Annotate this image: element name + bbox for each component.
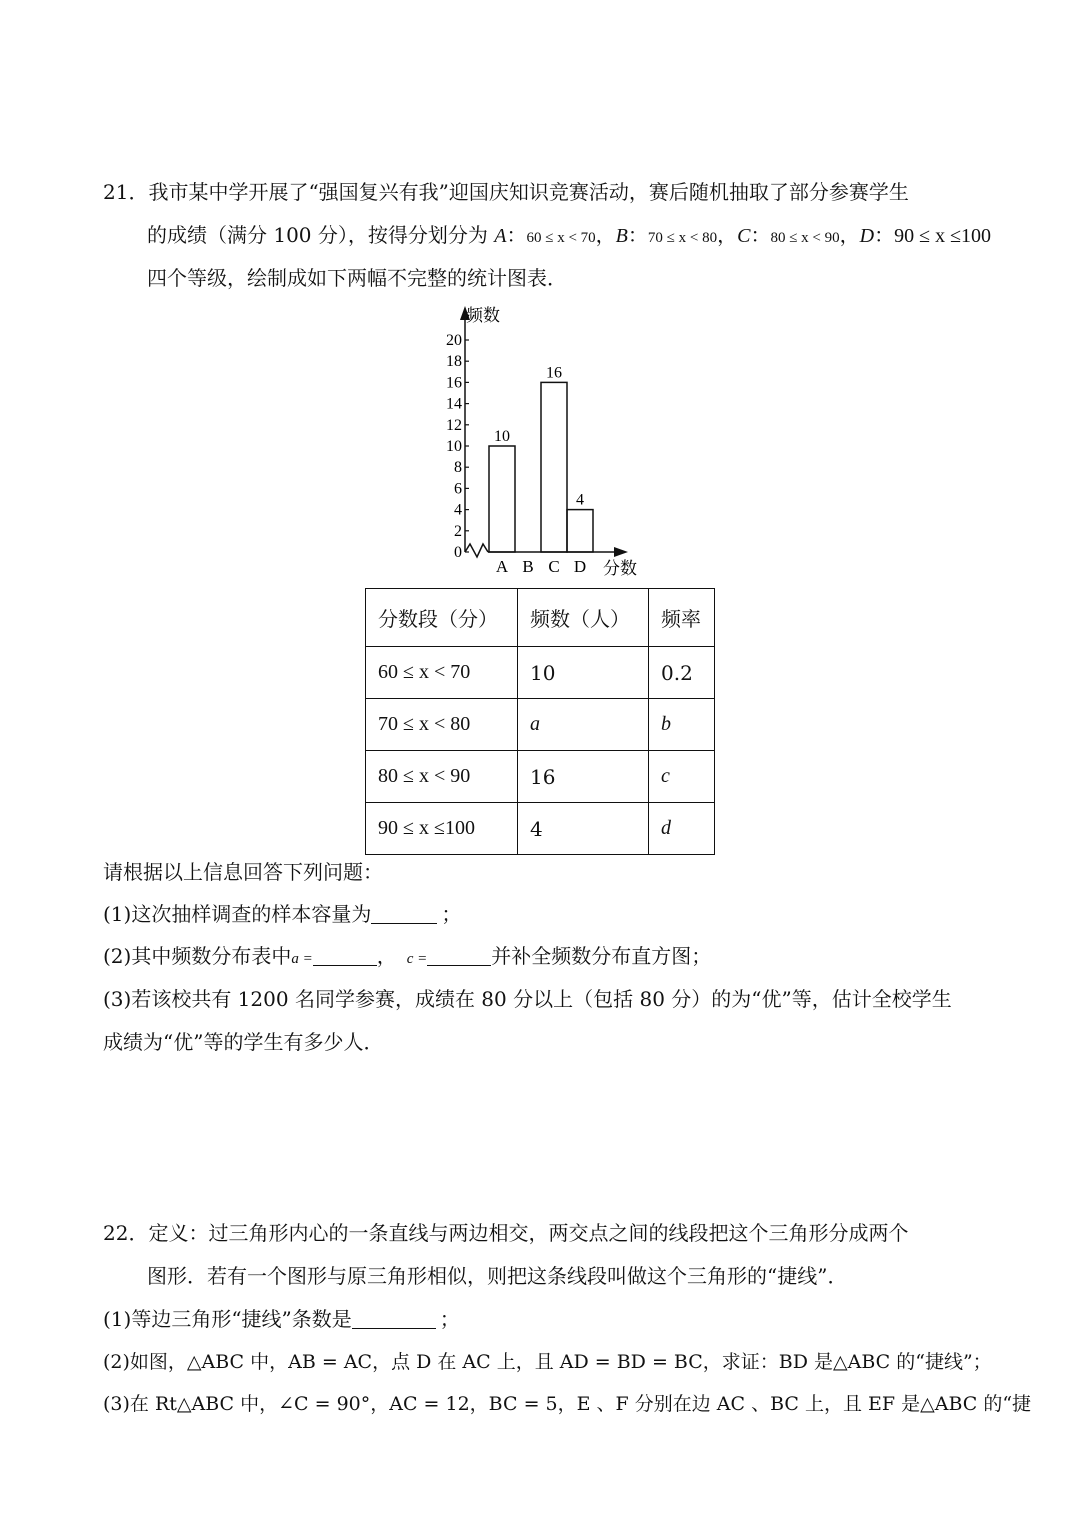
y-axis-label: 频数 — [466, 306, 500, 325]
x-category-label: B — [522, 557, 534, 576]
q21-part1 — [103, 900, 461, 928]
cell-rate: b — [649, 699, 715, 751]
y-tick-label: 16 — [446, 374, 462, 392]
cell-range: 60 ≤ x < 70 — [366, 647, 518, 699]
var-c: c = — [406, 951, 428, 967]
q21-part2-sep: ， — [376, 944, 397, 968]
q21-line3: 四个等级，绘制成如下两幅不完整的统计图表． — [147, 266, 567, 290]
header-score-range: 分数段（分） — [366, 589, 518, 647]
answer-blank[interactable] — [371, 903, 437, 924]
grade-a-label: A — [494, 225, 507, 247]
header-frequency-rate: 频率 — [649, 589, 715, 647]
x-axis-break — [465, 544, 488, 557]
bar-d — [567, 510, 593, 552]
bar-c — [541, 382, 567, 552]
y-tick-label: 2 — [454, 522, 462, 540]
var-a: a = — [291, 951, 313, 967]
q22-part2: (2)如图，△ABC 中，AB = AC，点 D 在 AC 上，且 AD = BD = BC，求证：BD 是△ABC 的“捷线”； — [103, 1351, 992, 1373]
grade-a-range: 60 ≤ x < 70 — [526, 230, 596, 246]
bar-value-label: 10 — [494, 428, 510, 445]
cell-count: 16 — [518, 751, 649, 803]
answer-blank-a[interactable] — [313, 945, 377, 966]
table-header-row — [366, 589, 715, 647]
q21-prompt: 请根据以上信息回答下列问题： — [103, 860, 383, 884]
q21-line2-pre: 的成绩（满分 100 分），按得分划分为 — [147, 223, 495, 247]
q21-part2-text: (2)其中频数分布表中 — [103, 944, 292, 968]
answer-blank[interactable] — [352, 1308, 436, 1329]
cell-count: a — [518, 699, 649, 751]
grade-c-label: C — [737, 225, 751, 247]
header-frequency-count: 频数（人） — [518, 589, 649, 647]
q21-part3-line2: 成绩为“优”等的学生有多少人． — [103, 1030, 384, 1054]
q22-line1: 22．定义：过三角形内心的一条直线与两边相交，两交点之间的线段把这个三角形分成两个 — [103, 1221, 909, 1245]
q22-line2: 图形．若有一个图形与原三角形相似，则把这条线段叫做这个三角形的“捷线”． — [147, 1264, 848, 1288]
q21-line1: 21．我市某中学开展了“强国复兴有我”迎国庆知识竞赛活动，赛后随机抽取了部分参赛学生 — [103, 180, 909, 204]
y-tick-label: 8 — [454, 459, 462, 477]
y-tick-label: 14 — [446, 395, 462, 413]
bar-value-label: 16 — [546, 364, 562, 382]
cell-rate: c — [649, 751, 715, 803]
y-tick-label: 4 — [454, 501, 462, 519]
x-axis-arrow — [614, 547, 628, 557]
y-tick-label: 20 — [446, 332, 462, 349]
y-tick-label: 6 — [454, 480, 462, 498]
q21-line2: 的成绩（满分 100 分），按得分划分为 A：60 ≤ x < 70，B：70 ≤ x < 80，C：80 ≤ x < 90，D：90 ≤ x ≤100 — [147, 223, 992, 247]
q22-part3: (3)在 Rt△ABC 中，∠C = 90°，AC = 12，BC = 5，E 、F 分别在边 AC 、BC 上，且 EF 是△ABC 的“捷 — [103, 1393, 1032, 1415]
answer-blank-c[interactable] — [427, 945, 491, 966]
x-axis-label: 分数 — [603, 559, 637, 578]
cell-count: 4 — [518, 803, 649, 855]
grade-d-label: D — [859, 225, 875, 247]
y-tick-label: 10 — [446, 438, 462, 455]
frequency-table — [365, 588, 715, 855]
q21-part2 — [103, 942, 711, 973]
x-category-label: D — [573, 557, 587, 576]
grade-b-label: B — [615, 225, 628, 247]
q21-part3-line1: (3)若该校共有 1200 名同学参赛，成绩在 80 分以上（包括 80 分）的为“优”等，估计全校学生 — [103, 987, 952, 1011]
table-row — [366, 751, 715, 803]
y-tick-label: 0 — [454, 544, 462, 561]
y-tick-label: 18 — [446, 353, 462, 371]
cell-range: 80 ≤ x < 90 — [366, 751, 518, 803]
table-row — [366, 699, 715, 751]
y-tick-label: 12 — [446, 416, 462, 434]
cell-rate: 0.2 — [649, 647, 715, 699]
q21-part1-text: (1)这次抽样调查的样本容量为 — [103, 902, 372, 926]
q21-part2-end: 并补全频数分布直方图； — [491, 944, 712, 968]
grade-b-range: 70 ≤ x < 80 — [647, 230, 718, 246]
x-category-label: C — [548, 557, 560, 576]
frequency-histogram — [430, 300, 660, 585]
table-row — [366, 647, 715, 699]
grade-c-range: 80 ≤ x < 90 — [770, 230, 840, 246]
x-category-label: A — [495, 557, 509, 576]
q22-part1-end: ； — [439, 1307, 460, 1331]
grade-d-range: 90 ≤ x ≤100 — [894, 225, 992, 247]
q22-part1 — [103, 1305, 460, 1333]
bar-a — [489, 446, 515, 552]
cell-range: 90 ≤ x ≤100 — [366, 803, 518, 855]
q22-part1-text: (1)等边三角形“捷线”条数是 — [103, 1307, 352, 1331]
q21-part1-end: ； — [441, 902, 462, 926]
cell-rate: d — [649, 803, 715, 855]
table-row — [366, 803, 715, 855]
cell-count: 10 — [518, 647, 649, 699]
bar-value-label: 4 — [576, 491, 584, 509]
cell-range: 70 ≤ x < 80 — [366, 699, 518, 751]
